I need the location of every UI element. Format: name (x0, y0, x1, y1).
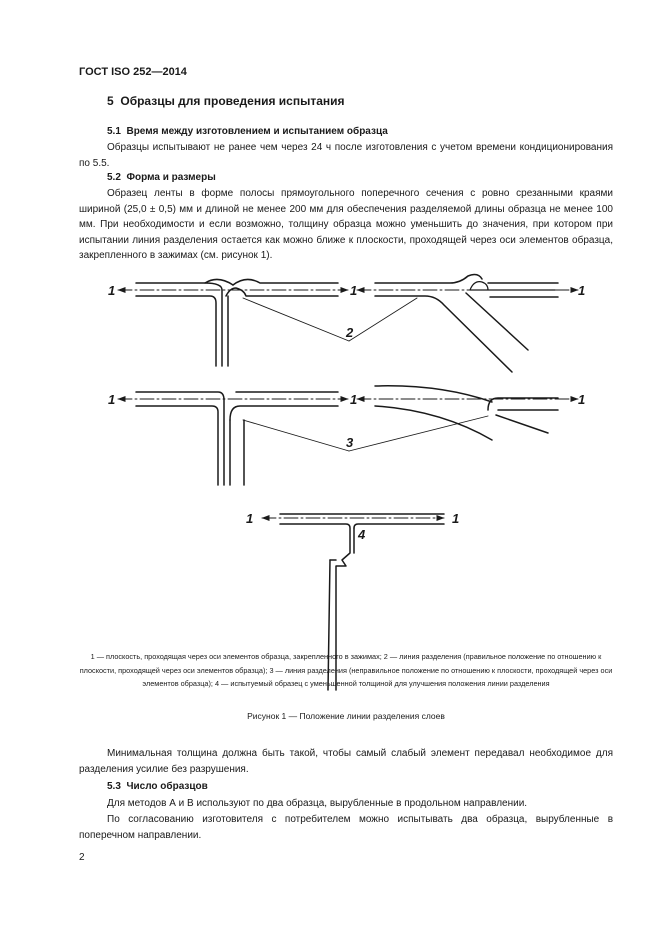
section-number: 5 (107, 94, 114, 108)
section-title-text: Образцы для проведения испытания (120, 94, 345, 108)
subsection-5-1-text: Образцы испытывают не ранее чем через 24 ч после изготовления с учетом времени кондиционирования по 5.5. (79, 142, 613, 169)
subsection-number: 5.3 (107, 781, 121, 792)
figure-label-1: 1 (578, 392, 586, 407)
subsection-number: 5.2 (107, 172, 121, 183)
subsection-5-2-text: Образец ленты в форме полосы прямоугольного поперечного сечения с ровно срезанными краями шириной (25,0 ± 0,5) мм и длиной не менее 200 мм для обеспечения разделяемой длины образца не менее 100 мм. При необходимости и если возможно, толщину образца можно уменьшить до значения, при котором при испытании линия разделения остается как можно ближе к плоскости, проходящей через оси элементов образца, закрепленного в зажимах (см. рисунок 1). (79, 188, 613, 261)
figure-label-1: 1 (246, 511, 254, 526)
subsection-5-3-text-2: По согласованию изготовителя с потребителем можно испытывать два образца, вырубленные в поперечном направлении. (79, 814, 613, 841)
subsection-5-3-text-1: Для методов А и В используют по два образца, вырубленные в продольном направлении. (107, 798, 528, 809)
figure-label-2: 2 (346, 325, 354, 340)
figure-label-1: 1 (108, 392, 116, 407)
subsection-title-text: Форма и размеры (126, 172, 216, 183)
figure-caption: 1 — плоскость, проходящая через оси элементов образца, закрепленного в зажимах; 2 — линия разделения (правильное положение по отношению к плоскости, проходящей через оси элементов образца); 3 — линия разделения (неправильное положение по отношению к плоскости, проходящей через оси элементов образца); 4 — испытуемый образец с уменьшенной толщиной для улучшения положения линии разделения (79, 652, 613, 688)
diagram-correct-right (357, 275, 578, 372)
subsection-5-3-title (107, 781, 208, 792)
figure-label-1: 1 (350, 392, 358, 407)
figure-label-1: 1 (578, 283, 586, 298)
diagram-incorrect-left (118, 392, 348, 485)
figure-label-1: 1 (108, 283, 116, 298)
document-header: ГОСТ ISO 252—2014 (79, 66, 187, 78)
after-figure-text: Минимальная толщина должна быть такой, чтобы самый слабый элемент передавал необходимое для разделения усилие без разрушения. (79, 748, 613, 775)
figure-title: Рисунок 1 — Положение линии разделения слоев (247, 711, 445, 721)
figure-label-3: 3 (346, 435, 354, 450)
figure-label-4: 4 (358, 527, 366, 542)
figure-label-1: 1 (452, 511, 460, 526)
subsection-title-text: Время между изготовлением и испытанием образца (126, 126, 388, 137)
figure-label-1: 1 (350, 283, 358, 298)
page-number: 2 (79, 852, 85, 863)
diagram-correct-left (118, 279, 348, 366)
diagram-incorrect-right (357, 386, 578, 440)
subsection-title-text: Число образцов (126, 781, 208, 792)
subsection-number: 5.1 (107, 126, 121, 137)
